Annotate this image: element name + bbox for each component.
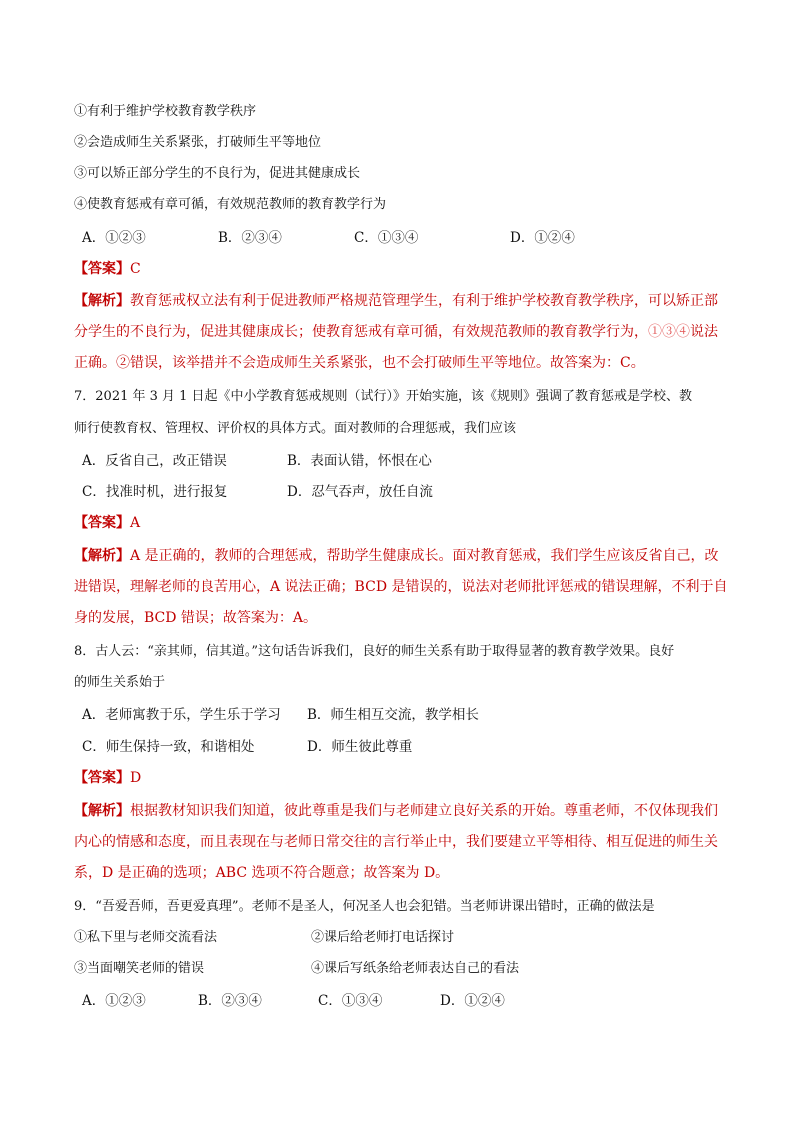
q7-stem-line-2: 师行使教育权、管理权、评价权的具体方式。面对教师的合理惩戒，我们应该 <box>74 421 517 436</box>
answer-tag: 【答案】 <box>74 515 130 531</box>
q6-analysis-line-3: 正确。②错误，该举措并不会造成师生关系紧张，也不会打破师生平等地位。故答案为：C。 <box>74 355 645 371</box>
q7-stem-line-1: 7．2021 年 3 月 1 日起《中小学教育惩戒规则（试行）》开始实施，该《规则》强调了教育惩戒是学校、教 <box>74 389 693 404</box>
analysis-text: 分学生的不良行为，促进其健康成长；使教育惩戒有章可循，有效规范教师的教育教学行为， <box>74 324 648 340</box>
analysis-tag: 【解析】 <box>74 548 130 564</box>
q7-option-d: D．忍气吞声，放任自流 <box>287 484 433 500</box>
q8-option-c: C．师生保持一致，和谐相处 <box>82 739 255 755</box>
q9-statement-1: ①私下里与老师交流看法 <box>74 930 218 945</box>
analysis-tag: 【解析】 <box>74 293 130 309</box>
q6-option-c: C．①③④ <box>354 230 419 246</box>
q9-statement-4: ④课后写纸条给老师表达自己的看法 <box>311 961 520 976</box>
q7-option-a: A．反省自己，改正错误 <box>82 453 227 469</box>
q9-option-d: D．①②④ <box>440 993 505 1009</box>
analysis-text: 根据教材知识我们知道，彼此尊重是我们与老师建立良好关系的开始。尊重老师，不仅体现我们 <box>130 803 718 819</box>
answer-value: A <box>130 515 141 531</box>
q9-option-b: B．②③④ <box>198 993 262 1009</box>
q6-option-a: A．①②③ <box>82 230 146 246</box>
q7-analysis-line-3: 身的发展，BCD 错误；故答案为：A。 <box>74 610 318 626</box>
q6-answer <box>74 258 141 280</box>
q6-analysis-line-2 <box>74 321 718 343</box>
analysis-tag: 【解析】 <box>74 803 130 819</box>
q7-analysis-line-2: 进错误，理解老师的良苦用心，A 说法正确；BCD 是错误的，说法对老师批评惩戒的错误理解，不利于自 <box>74 579 728 595</box>
q8-option-a: A．老师寓教于乐，学生乐于学习 <box>82 707 281 723</box>
q9-option-a: A．①②③ <box>82 993 146 1009</box>
q9-statement-3: ③当面嘲笑老师的错误 <box>74 961 205 976</box>
q8-answer <box>74 767 141 789</box>
q6-analysis-line-1 <box>74 290 718 312</box>
q7-analysis-line-1 <box>74 545 719 567</box>
answer-value: C <box>130 261 141 277</box>
q8-stem-line-1: 8．古人云：“亲其师，信其道。”这句话告诉我们，良好的师生关系有助于取得显著的教育教学效果。良好 <box>74 644 675 659</box>
q6-option-d: D．①②④ <box>510 230 575 246</box>
q6-option-b: B．②③④ <box>218 230 282 246</box>
q9-option-c: C．①③④ <box>318 993 383 1009</box>
analysis-text: A 是正确的，教师的合理惩戒，帮助学生健康成长。面对教育惩戒，我们学生应该反省自己，改 <box>130 548 719 564</box>
q7-answer <box>74 512 140 534</box>
q8-analysis-line-3: 系，D 是正确的选项；ABC 选项不符合题意；故答案为 D。 <box>74 865 450 881</box>
analysis-text: 教育惩戒权立法有利于促进教师严格规范管理学生，有利于维护学校教育教学秩序，可以矫正部 <box>130 293 718 309</box>
answer-value: D <box>130 770 142 786</box>
q6-statement-2: ②会造成师生关系紧张，打破师生平等地位 <box>74 135 322 150</box>
analysis-text-tail: 说法 <box>690 324 718 340</box>
answer-tag: 【答案】 <box>74 770 130 786</box>
q8-option-b: B．师生相互交流，教学相长 <box>307 707 479 723</box>
q8-stem-line-2: 的师生关系始于 <box>74 675 166 690</box>
q8-option-d: D．师生彼此尊重 <box>307 739 413 755</box>
answer-tag: 【答案】 <box>74 261 130 277</box>
q8-analysis-line-2: 内心的情感和态度，而且表现在与老师日常交往的言行举止中，我们要建立平等相待、相互促进的师生关 <box>74 834 718 850</box>
q9-stem-line-1: 9．“吾爱吾师，吾更爱真理”。老师不是圣人，何况圣人也会犯错。当老师讲课出错时，正确的做法是 <box>74 899 655 914</box>
q6-statement-1: ①有利于维护学校教育教学秩序 <box>74 104 257 119</box>
q6-statement-3: ③可以矫正部分学生的不良行为，促进其健康成长 <box>74 166 361 181</box>
q8-analysis-line-1 <box>74 800 718 822</box>
q7-option-c: C．找准时机，进行报复 <box>82 484 228 500</box>
q6-statement-4: ④使教育惩戒有章可循，有效规范教师的教育教学行为 <box>74 197 387 212</box>
q7-option-b: B．表面认错，怀恨在心 <box>287 453 432 469</box>
q9-statement-2: ②课后给老师打电话探讨 <box>311 930 455 945</box>
analysis-highlight: ①③④ <box>648 324 690 340</box>
